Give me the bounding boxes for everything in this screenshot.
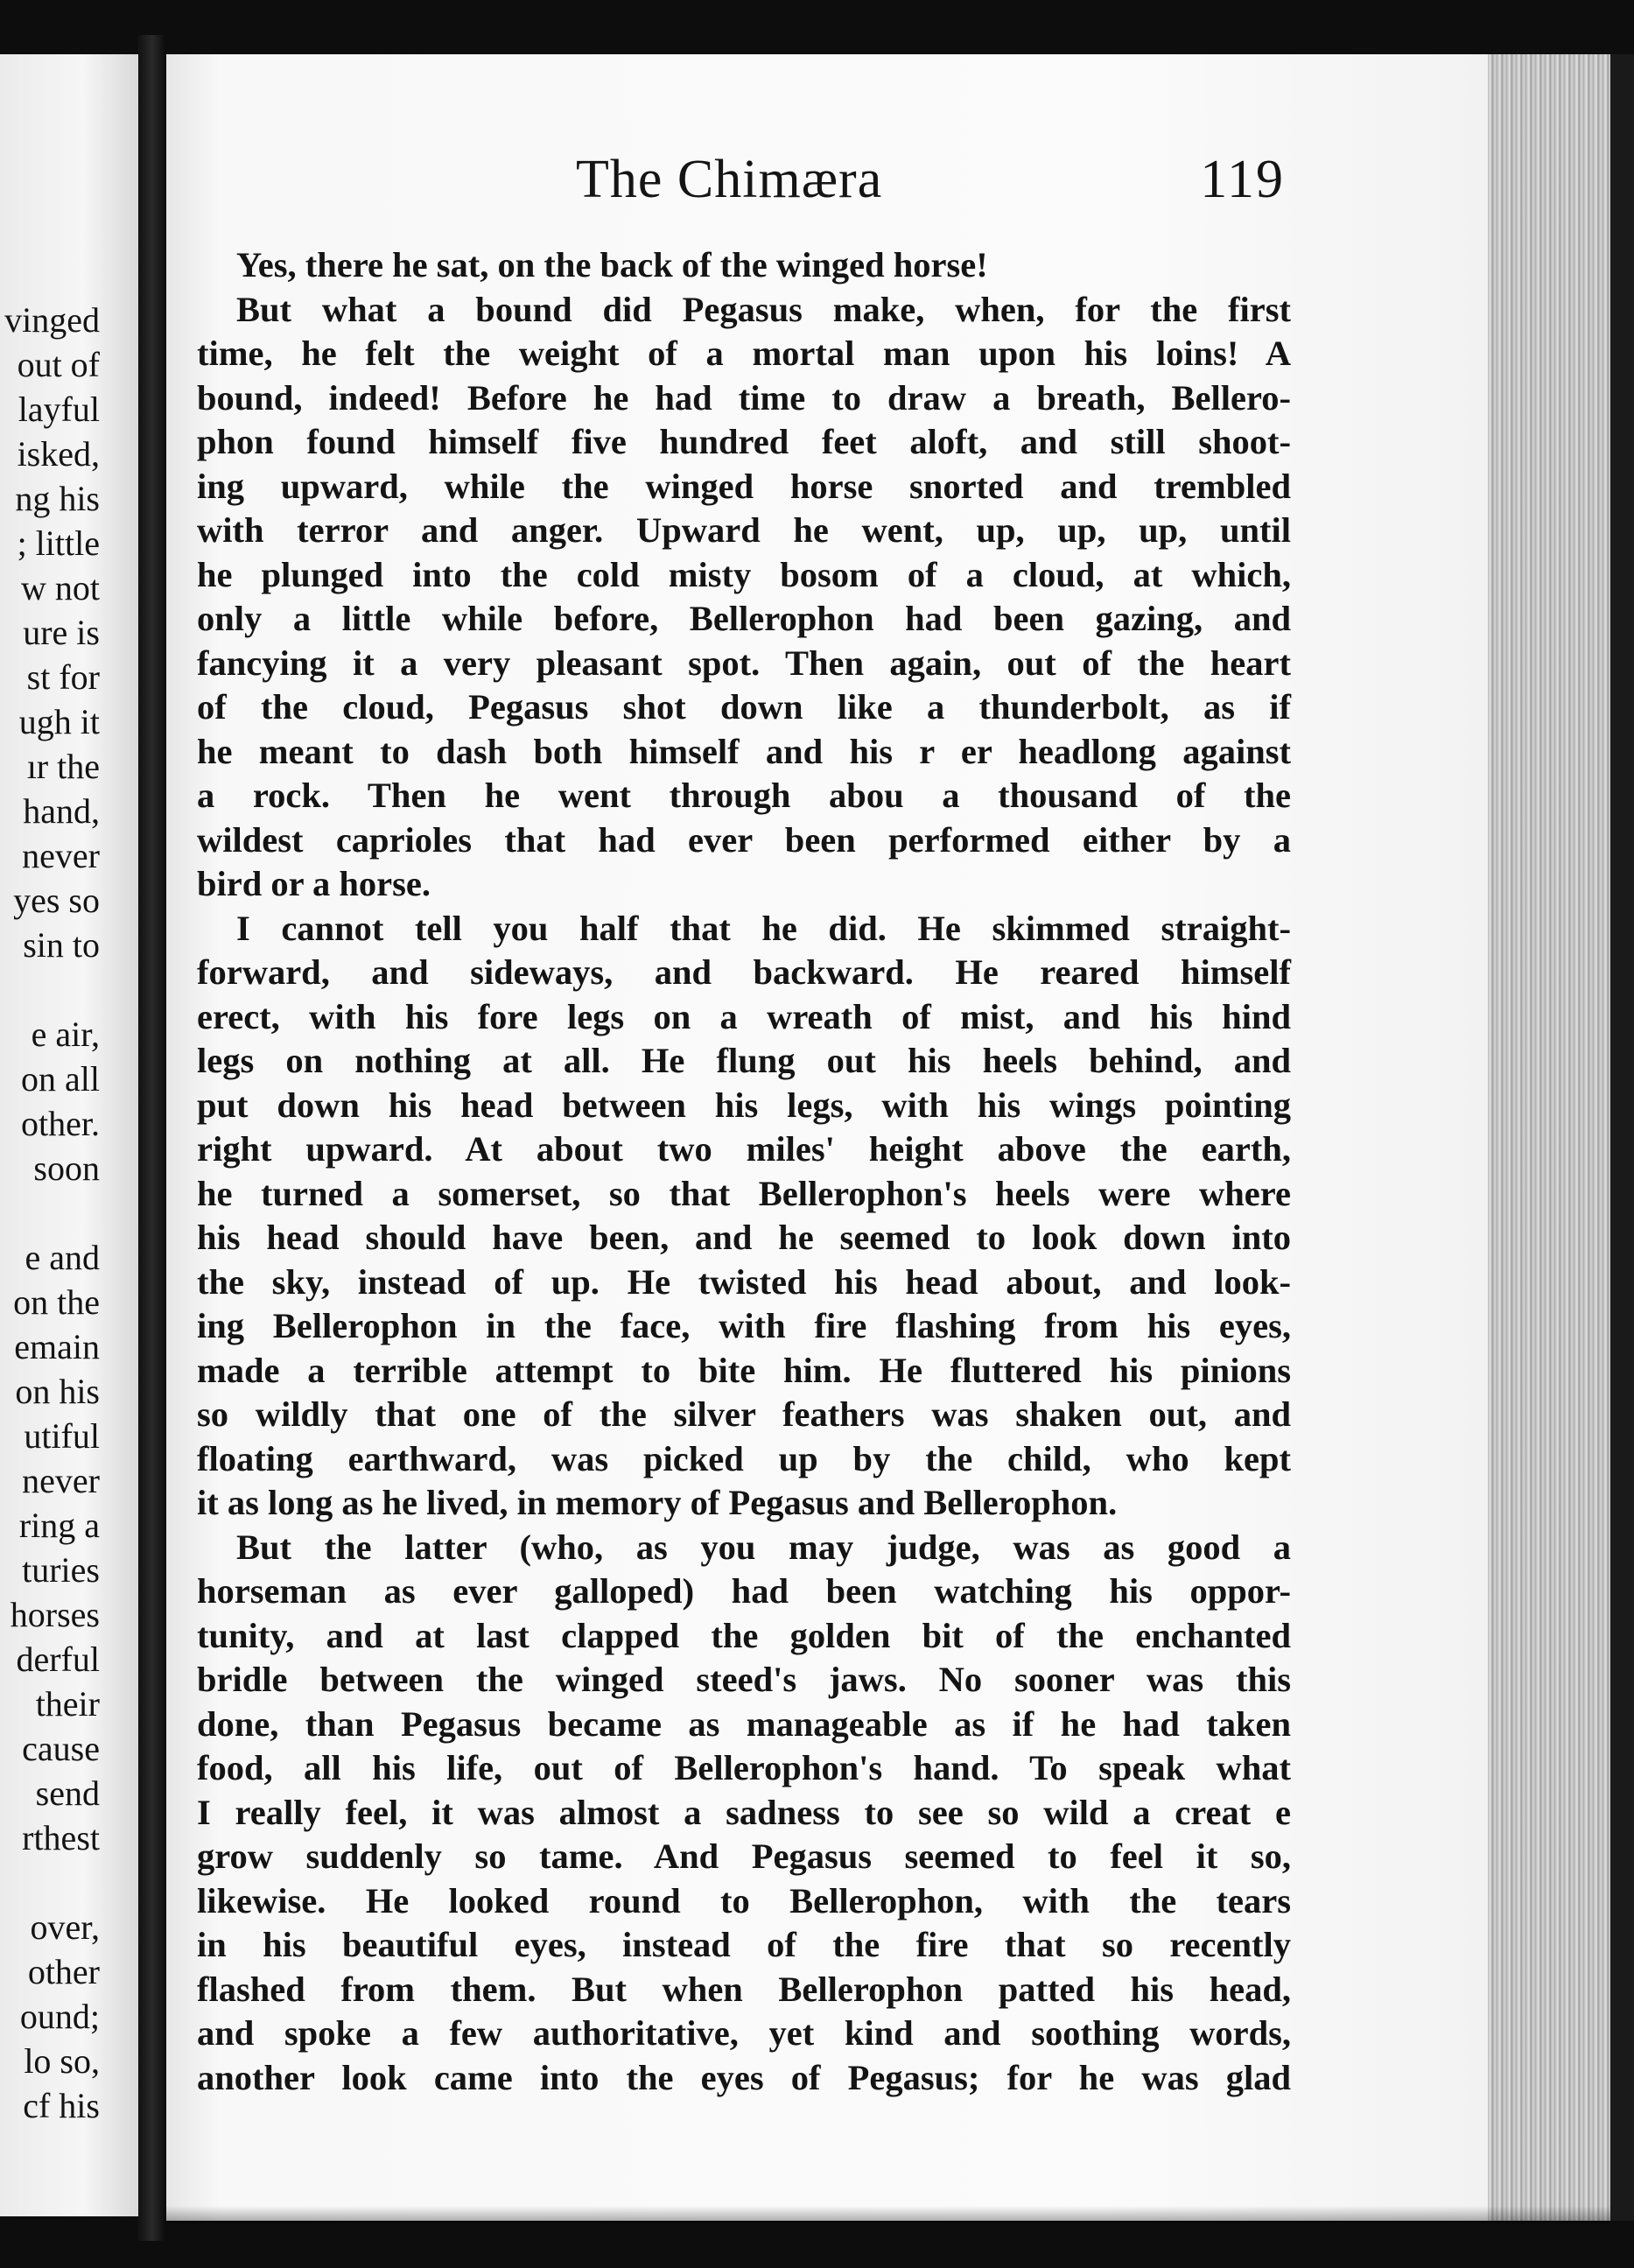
text-line: so wildly that one of the silver feathers was shaken out, and	[197, 1394, 1291, 1434]
text-line: only a little while before, Bellerophon had been gazing, and	[197, 599, 1291, 638]
left-fragment-line: hand,	[23, 791, 100, 831]
left-fragment-line: e and	[25, 1238, 100, 1277]
left-fragment-line: out of	[17, 345, 100, 384]
left-fragment-line: horses	[10, 1595, 100, 1634]
left-fragment-line	[0, 1860, 100, 1905]
text-line: with terror and anger. Upward he went, up, up, up, until	[197, 510, 1291, 550]
body-text	[197, 243, 1291, 2100]
left-fragment-line: on the	[13, 1282, 100, 1322]
left-fragment-line: ; little	[17, 523, 100, 563]
text-line: flashed from them. But when Bellerophon patted his head,	[197, 1969, 1291, 2009]
left-fragment-line: ring a	[18, 1506, 100, 1545]
left-fragment-line: sin to	[23, 925, 100, 965]
left-fragment-line: cause	[22, 1729, 100, 1768]
text-line: grow suddenly so tame. And Pegasus seemed to feel it so,	[197, 1836, 1291, 1876]
left-fragment-line: on all	[21, 1059, 100, 1099]
text-line: the sky, instead of up. He twisted his head about, and look-	[197, 1261, 1291, 1302]
left-fragment-line: layful	[18, 390, 100, 429]
text-line: and spoke a few authoritative, yet kind and soothing words,	[197, 2013, 1291, 2053]
left-fragment-line: ure is	[23, 613, 100, 652]
left-fragment-line: never	[22, 1461, 100, 1500]
text-line: bound, indeed! Before he had time to draw a breath, Bellero-	[197, 377, 1291, 418]
text-line: I really feel, it was almost a sadness to see so wild a creat e	[197, 1792, 1291, 1832]
left-fragment-line: yes so	[13, 881, 100, 920]
text-line: another look came into the eyes of Pegasus; for he was glad	[197, 2057, 1291, 2097]
left-fragment-line	[0, 967, 100, 1012]
left-fragment-line: emain	[14, 1327, 100, 1366]
left-fragment-line: vinged	[4, 300, 100, 340]
left-fragment-line: their	[35, 1684, 100, 1724]
left-fragment-line: w not	[21, 568, 100, 607]
left-fragment-line: cf his	[23, 2086, 100, 2125]
text-line: fancying it a very pleasant spot. Then again, out of the heart	[197, 642, 1291, 683]
left-fragment-line: rthest	[22, 1818, 100, 1857]
text-line: legs on nothing at all. He flung out his heels behind, and	[197, 1041, 1291, 1080]
left-fragment-line: never	[22, 836, 100, 875]
left-page-text-fragments	[0, 298, 100, 2128]
text-line: bird or a horse.	[197, 864, 431, 903]
text-line: his head should have been, and he seemed to look down into	[197, 1218, 1291, 1257]
text-line: of the cloud, Pegasus shot down like a thunderbolt, as if	[197, 687, 1291, 727]
left-fragment-line: ng his	[15, 479, 100, 518]
left-fragment-line: send	[35, 1773, 100, 1813]
text-line: he turned a somerset, so that Bellerophon's heels were where	[197, 1173, 1291, 1213]
text-line: Yes, there he sat, on the back of the winged horse!	[236, 245, 988, 284]
left-fragment-line: ound;	[19, 1997, 100, 2036]
text-line: time, he felt the weight of a mortal man upon his loins! A	[197, 334, 1291, 373]
text-line: bridle between the winged steed's jaws. No sooner was this	[197, 1660, 1291, 1699]
text-line: food, all his life, out of Bellerophon's hand. To speak what	[197, 1748, 1291, 1787]
left-fragment-line: over,	[30, 1907, 100, 1947]
text-line: tunity, and at last clapped the golden bit of the enchanted	[197, 1615, 1291, 1655]
text-line: done, than Pegasus became as manageable as if he had taken	[197, 1703, 1291, 1744]
text-line: put down his head between his legs, with his wings pointing	[197, 1085, 1291, 1125]
text-line: likewise. He looked round to Bellerophon, with the tears	[197, 1880, 1291, 1920]
left-fragment-line: soon	[33, 1148, 100, 1188]
page-edges	[1488, 54, 1610, 2221]
text-line: erect, with his fore legs on a wreath of mist, and his hind	[197, 996, 1291, 1036]
left-fragment-line: ır the	[26, 747, 100, 786]
left-page	[0, 54, 138, 2216]
left-fragment-line: isked,	[17, 434, 100, 474]
left-fragment-line: other.	[21, 1104, 100, 1143]
text-line: it as long as he lived, in memory of Pegasus and Bellerophon.	[197, 1483, 1118, 1522]
text-line: ing Bellerophon in the face, with fire flashing from his eyes,	[197, 1306, 1291, 1345]
text-line: But what a bound did Pegasus make, when, for the first	[236, 289, 1291, 329]
text-line: I cannot tell you half that he did. He skimmed straight-	[236, 908, 1291, 948]
left-fragment-line: e air,	[31, 1015, 100, 1054]
book-gutter	[138, 35, 166, 2241]
chapter-title: The Chimæra	[576, 150, 883, 209]
text-line: right upward. At about two miles' height above the earth,	[197, 1129, 1291, 1169]
left-fragment-line: st for	[26, 657, 100, 697]
text-line: in his beautiful eyes, instead of the fire that so recently	[197, 1925, 1291, 1964]
left-fragment-line: derful	[16, 1640, 100, 1679]
text-line: ing upward, while the winged horse snorted and trembled	[197, 466, 1291, 506]
outer-edge	[1610, 54, 1634, 2221]
text-line: floating earthward, was picked up by the child, who kept	[197, 1438, 1291, 1478]
left-fragment-line: turies	[22, 1550, 100, 1590]
left-fragment-line: ugh it	[18, 702, 100, 741]
text-line: forward, and sideways, and backward. He reared himself	[197, 952, 1291, 992]
text-line: made a terrible attempt to bite him. He fluttered his pinions	[197, 1350, 1291, 1390]
left-fragment-line	[0, 1190, 100, 1235]
page-number: 119	[1200, 150, 1285, 209]
left-fragment-line: lo so,	[24, 2041, 100, 2081]
text-line: he meant to dash both himself and his r er headlong against	[197, 731, 1291, 771]
left-fragment-line: other	[27, 1952, 100, 1991]
text-line: wildest caprioles that had ever been performed either by a	[197, 819, 1291, 860]
running-head	[410, 149, 1285, 219]
left-fragment-line: on his	[15, 1372, 100, 1411]
text-line: But the latter (who, as you may judge, was as good a	[236, 1527, 1291, 1567]
text-line: he plunged into the cold misty bosom of a cloud, at which,	[197, 554, 1291, 594]
bottom-shadow	[166, 2206, 1610, 2223]
text-line: horseman as ever galloped) had been watching his oppor-	[197, 1571, 1291, 1611]
text-line: a rock. Then he went through abou a thousand of the	[197, 776, 1291, 815]
text-line: phon found himself five hundred feet aloft, and still shoot-	[197, 422, 1291, 461]
left-fragment-line: utiful	[24, 1416, 100, 1456]
